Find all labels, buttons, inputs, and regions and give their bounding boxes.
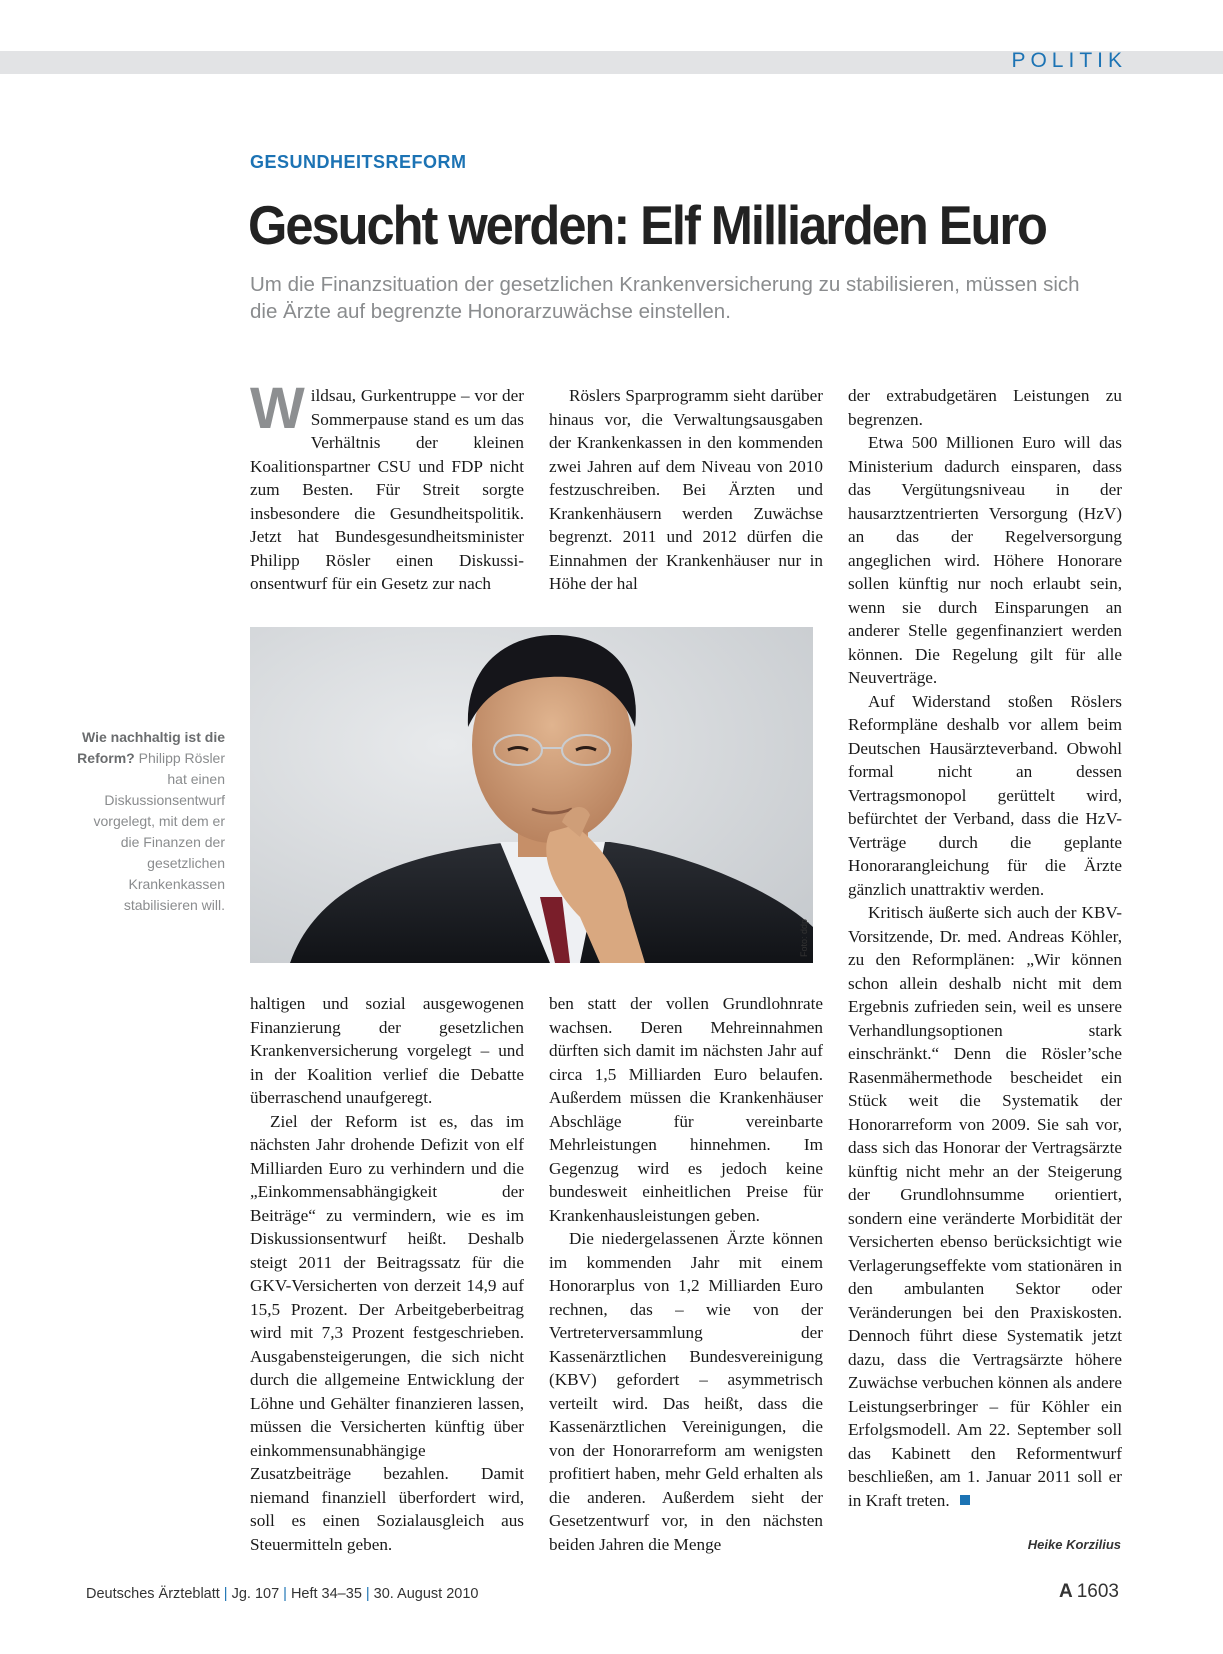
paragraph: Röslers Sparprogramm sieht darüber hinaus vor, die Verwaltungsausgaben der Krankenkassen in den kommenden zwei Jahren auf dem Niveau von 2010 festzuschreiben. Bei Ärzten und Krankenhäusern werden Zuwächse begrenzt. 2011 und 2012 dürfen die Einnahmen der Krankenhäuser nur in Höhe der hal <box>549 386 823 593</box>
article-deck: Um die Finanzsituation der gesetzlichen Krankenversicherung zu stabilisieren, müssen sich die Ärzte auf begrenzte Honorarzuwächse einstellen. <box>250 273 1080 323</box>
caption-lead: Wie nachhaltig ist die Reform? <box>77 729 225 766</box>
page-number <box>1059 1581 1119 1603</box>
caption-text: Philipp Rösler hat einen Diskussionsentwurf vorgelegt, mit dem er die Finanzen der gesetzlichen Krankenkassen stabilisieren will. <box>93 750 225 913</box>
separator: | <box>283 1586 287 1602</box>
page-prefix: A <box>1058 1581 1073 1602</box>
paragraph: ildsau, Gurkentruppe – vor der Sommerpause stand es um das Verhältnis der kleinen Koalitionspartner CSU und FDP nicht zum Besten. Für Streit sorgte insbesondere die Gesundheitspolitik. Jetzt hat Bundesgesundheitsminister Philipp Rösler einen Diskussionsentwurf für ein Gesetz zur nach <box>250 386 524 593</box>
footer <box>86 1586 479 1602</box>
separator: | <box>365 1586 370 1602</box>
section-label: POLITIK <box>1011 49 1127 72</box>
paragraph: Auf Widerstand stoßen Röslers Reformpläne deshalb vor allem beim Deutschen Hausärzteverband. Obwohl formal nicht an dessen Vertragsmonopol gerüttelt wird, befürchtet der Verband, dass die HzV-Verträge durch die geplante Honorarangleichung für die Ärzte gänzlich unattraktiv werden. <box>848 691 1122 899</box>
portrait-illustration <box>250 627 813 963</box>
column-2-top <box>549 384 823 596</box>
paragraph: der extrabudgetären Leistungen zu begrenzen. <box>848 386 1122 429</box>
drop-cap: W <box>250 376 305 441</box>
column-3 <box>848 384 1122 1512</box>
photo-credit: Foto: ddp <box>799 918 809 957</box>
paragraph-final <box>848 901 1122 1512</box>
paragraph: Kritisch äußerte sich auch der KBV-Vorsitzende, Dr. med. Andreas Köhler, zu den Reformplänen: „Wir können schon allein deshalb nicht mit dem Ergebnis zufrieden sein, weil es unsere Verhandlungsoptionen stark einschränkt.“ Denn die Rösler’sche Rasenmähermethode bescheidet ein Stück weit die Systematik der Honorarreform von 2009. Sie sah vor, dass sich das Honorar der Vertragsärzte künftig nicht mehr an der Steigerung der Grundlohnsumme orientiert, sondern eine veränderte Morbidität der Versicherten ebenso berücksichtigt wie Verlagerungseffekte vom stationären in den ambulanten Sektor oder Veränderungen bei den Praxiskosten. Dennoch führt diese Systematik jetzt dazu, dass die Vertragsärzte höhere Zuwächse verbuchen können als andere Leistungserbringer – für Köhler ein Erfolgsmodell. Am 22. September soll das Kabinett den Reformentwurf beschließen, am 1. Januar 2011 soll er in Kraft treten. <box>848 903 1122 1510</box>
column-1-bottom <box>250 992 524 1556</box>
issue-date: 30. August 2010 <box>373 1586 479 1602</box>
photo-caption <box>75 727 225 916</box>
page-number-value: 1603 <box>1076 1581 1119 1602</box>
column-1-top <box>250 376 524 596</box>
publication-name: Deutsches Ärzteblatt <box>86 1586 220 1602</box>
column-2-bottom <box>549 992 823 1556</box>
paragraph: haltigen und sozial ausgewogenen Finanzierung der gesetzlichen Krankenversicherung vorgelegt – und in der Koalition verlief die Debatte überraschend unaufgeregt. <box>250 994 524 1107</box>
volume: Jg. 107 <box>231 1586 280 1602</box>
article-kicker: GESUNDHEITSREFORM <box>250 152 467 172</box>
byline: Heike Korzilius <box>1027 1537 1121 1552</box>
paragraph: Ziel der Reform ist es, das im nächsten Jahr drohende Defizit von elf Milliarden Euro zu verhindern und die „Einkommensabhängigkeit der Beiträge“ zu vermindern, wie es im Diskussionsentwurf heißt. Deshalb steigt 2011 der Beitragssatz für die GKV-Versicherten von derzeit 14,9 auf 15,5 Prozent. Der Arbeitgeberbeitrag wird mit 7,3 Prozent festgeschrieben. Ausgabensteigerungen, die sich nicht durch die allgemeine Entwicklung der Löhne und Gehälter finanzieren lassen, müssen die Versicherten künftig über einkommensunabhängige Zusatzbeiträge bezahlen. Damit niemand finanziell überfordert wird, soll es einen Sozialausgleich aus Steuermitteln geben. <box>250 1111 524 1554</box>
end-mark-icon <box>960 1495 970 1505</box>
paragraph: Die niedergelassenen Ärzte können im kommenden Jahr mit einem Honorarplus von 1,2 Milliarden Euro rechnen, das – wie von der Vertreterversammlung der Kassenärztlichen Bundesvereinigung (KBV) gefordert – asymmetrisch verteilt wird. Das heißt, dass die Kassenärztlichen Vereinigungen, die von der Honorarreform am wenigsten profitiert haben, mehr Geld erhalten als die anderen. Außerdem sieht der Gesetzentwurf vor, in den nächsten beiden Jahren die Menge <box>549 1229 823 1554</box>
separator: | <box>223 1586 228 1602</box>
article-photo <box>250 627 813 963</box>
article-headline: Gesucht werden: Elf Milliarden Euro <box>248 194 1046 256</box>
paragraph: ben statt der vollen Grundlohnrate wachsen. Deren Mehreinnahmen dürften sich damit im nächsten Jahr auf circa 1,5 Milliarden Euro belaufen. Außerdem müssen die Krankenhäuser Abschläge für vereinbarte Mehrleistungen hinnehmen. Im Gegenzug wird es jedoch keine bundesweit einheitlichen Preise für Krankenhausleistungen geben. <box>549 994 823 1225</box>
paragraph: Etwa 500 Millionen Euro will das Ministerium dadurch einsparen, dass das Vergütungsniveau in der hausarztzentrierten Versorgung (HzV) an das der Regelversorgung angeglichen wird. Höhere Honorare sollen künftig nur noch erlaubt sein, wenn sie durch Einsparungen an anderer Stelle gegenfinanziert werden können. Die Regelung gilt für alle Neuverträge. <box>848 433 1122 687</box>
issue: Heft 34–35 <box>290 1586 362 1602</box>
